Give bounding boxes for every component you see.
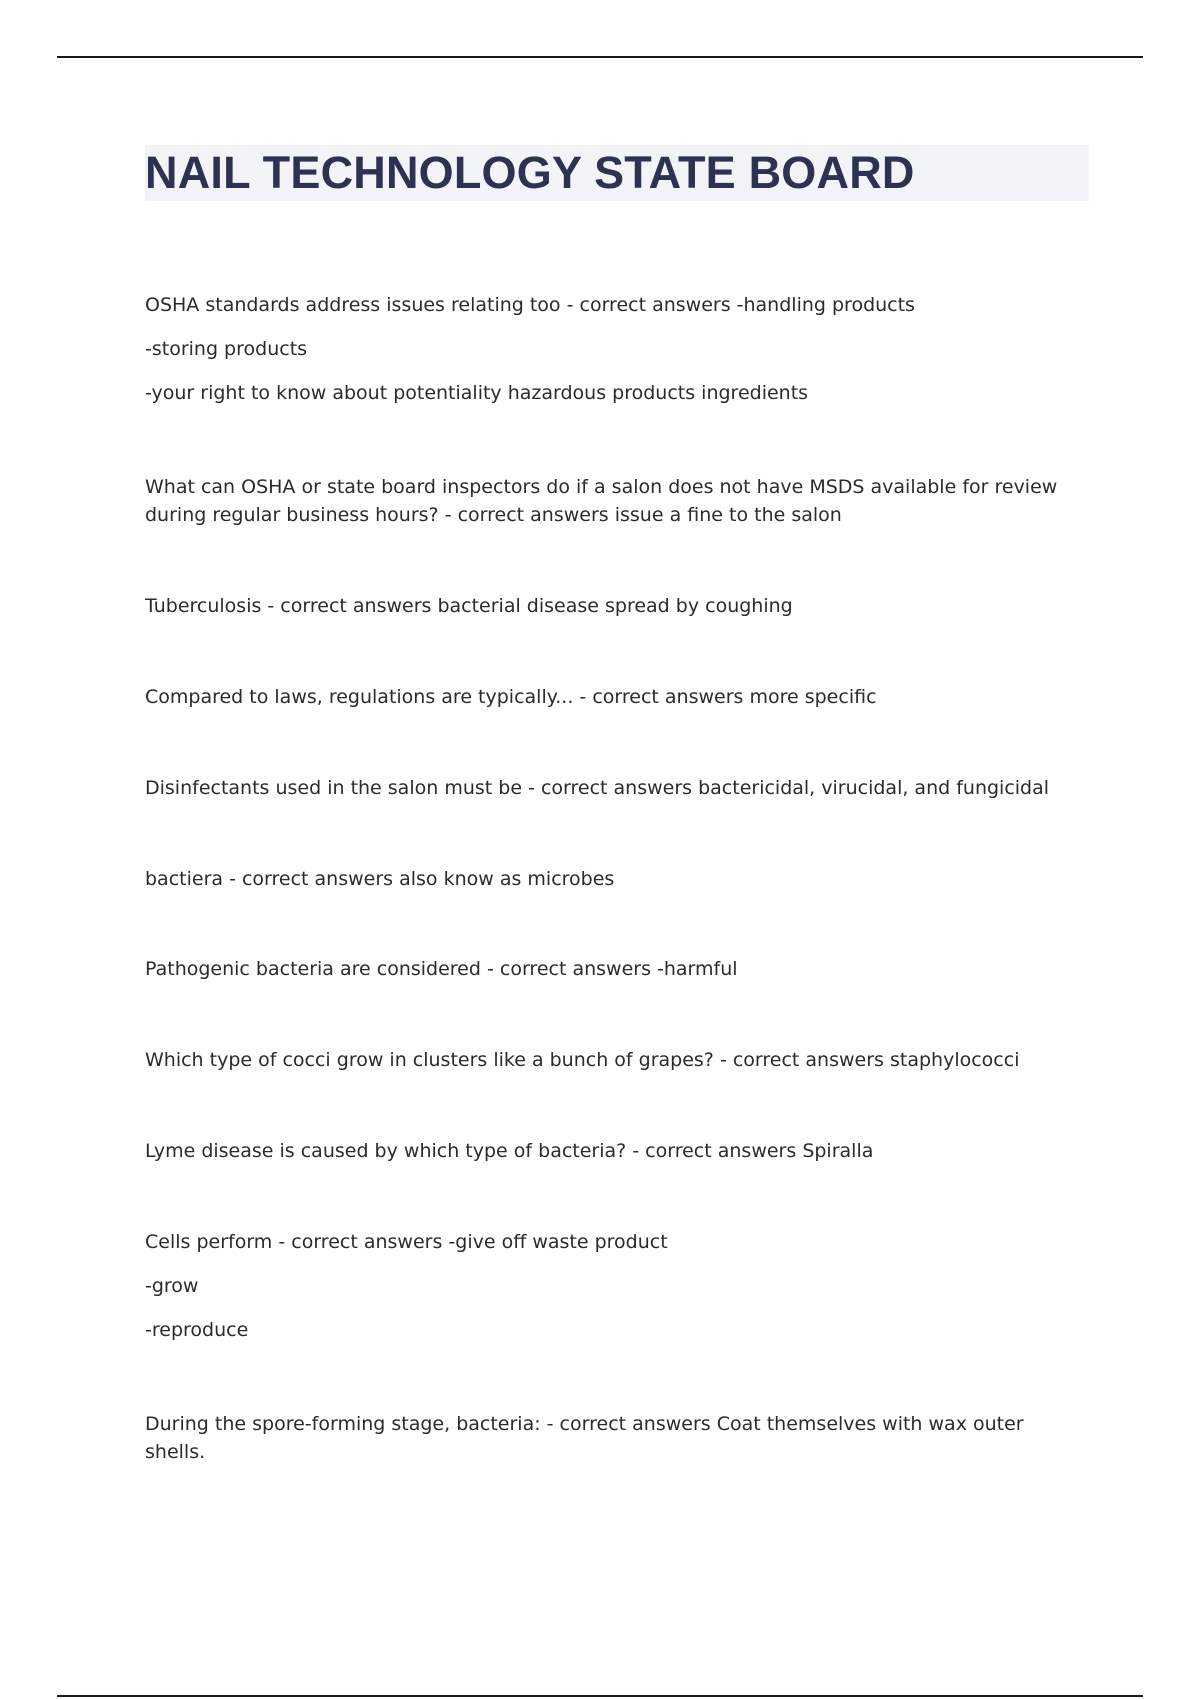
qa-item [145, 1046, 1085, 1074]
qa-item [145, 592, 1085, 620]
qa-item [145, 1410, 1085, 1466]
question-text: bactiera [145, 868, 224, 890]
answer-text: Coat themselves with wax outer shells. [145, 1413, 1024, 1463]
answer-text: bacterial disease spread by coughing [437, 595, 793, 617]
answer-text: Spiralla [802, 1140, 874, 1162]
top-rule [57, 56, 1143, 58]
answer-separator: - correct answers [713, 1049, 890, 1071]
answer-text: also know as microbes [399, 868, 615, 890]
qa-line [145, 1046, 1085, 1074]
answer-separator: - correct answers [522, 777, 699, 799]
answer-continuation: -grow [145, 1275, 199, 1297]
question-text: Pathogenic bacteria are considered [145, 958, 481, 980]
answer-separator: - correct answers [261, 595, 438, 617]
qa-item [145, 774, 1085, 802]
answer-text: bactericidal, virucidal, and fungicidal [698, 777, 1050, 799]
answer-text: staphylococci [889, 1049, 1020, 1071]
answer-separator: - correct answers [223, 868, 400, 890]
qa-item [145, 683, 1085, 711]
answer-text: issue a fine to the salon [614, 504, 842, 526]
qa-item [145, 1228, 1085, 1344]
qa-line [145, 473, 1085, 529]
qa-item [145, 955, 1085, 983]
answer-separator: - correct answers [438, 504, 615, 526]
answer-continuation: -storing products [145, 338, 308, 360]
answer-continuation: -your right to know about potentiality hazardous products ingredients [145, 382, 809, 404]
question-text: During the spore-forming stage, bacteria: [145, 1413, 541, 1435]
answer-text: -give off waste product [448, 1231, 668, 1253]
bottom-rule [57, 1695, 1143, 1697]
question-text: Compared to laws, regulations are typically... [145, 686, 574, 708]
question-text: Lyme disease is caused by which type of bacteria? [145, 1140, 627, 1162]
qa-line [145, 1137, 1085, 1165]
answer-text: more specific [749, 686, 877, 708]
qa-item [145, 1137, 1085, 1165]
answer-separator: - correct answers [480, 958, 658, 980]
answer-separator: - correct answers [560, 294, 737, 316]
qa-item [145, 473, 1085, 529]
question-text: What can OSHA or state board inspectors do if a salon does not have MSDS available for review during regular business hours? [145, 476, 1058, 526]
qa-line [145, 1228, 1085, 1256]
qa-item [145, 291, 1085, 407]
question-text: Cells perform [145, 1231, 273, 1253]
qa-item [145, 865, 1085, 893]
qa-line [145, 683, 1085, 711]
qa-line [145, 865, 1085, 893]
answer-separator: - correct answers [540, 1413, 717, 1435]
qa-line [145, 291, 1085, 319]
question-text: OSHA standards address issues relating too [145, 294, 561, 316]
qa-line [145, 592, 1085, 620]
qa-line [145, 1410, 1085, 1466]
answer-text: -handling products [736, 294, 915, 316]
qa-line [145, 955, 1085, 983]
question-text: Which type of cocci grow in clusters like a bunch of grapes? [145, 1049, 714, 1071]
question-text: Disinfectants used in the salon must be [145, 777, 523, 799]
answer-separator: - correct answers [626, 1140, 803, 1162]
answer-continuation: -reproduce [145, 1319, 249, 1341]
question-text: Tuberculosis [145, 595, 262, 617]
document-title: NAIL TECHNOLOGY STATE BOARD [145, 147, 915, 198]
answer-separator: - correct answers [272, 1231, 449, 1253]
answer-separator: - correct answers [573, 686, 750, 708]
qa-line [145, 774, 1085, 802]
answer-text: -harmful [657, 958, 738, 980]
